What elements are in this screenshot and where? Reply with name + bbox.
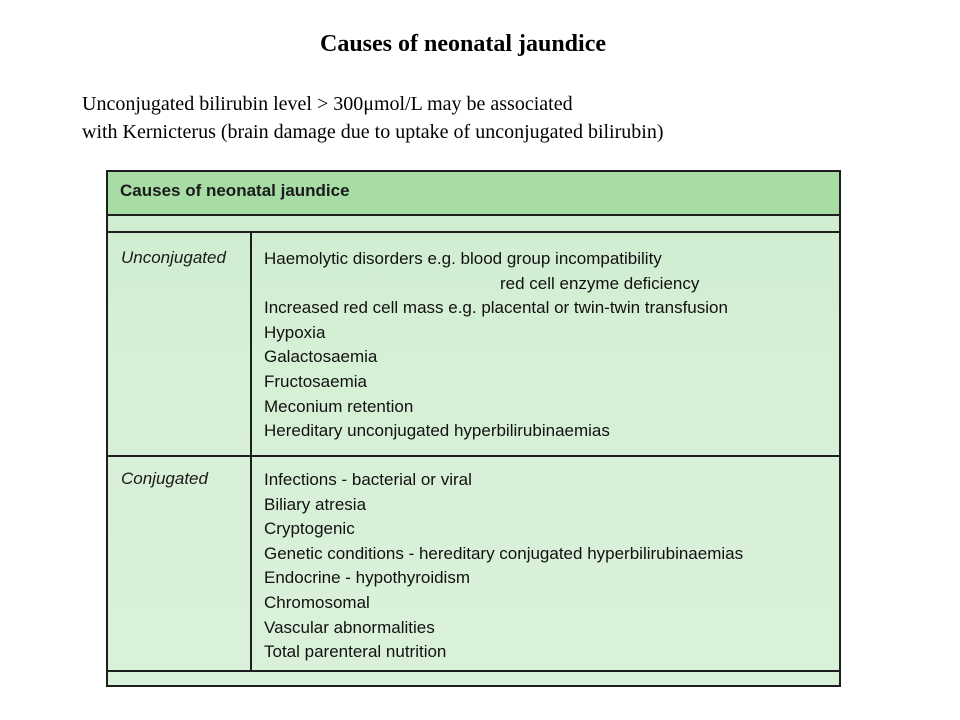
list-item: Cryptogenic xyxy=(264,519,355,539)
list-item: Hereditary unconjugated hyperbilirubinaemias xyxy=(264,421,610,441)
column-divider xyxy=(250,457,252,670)
list-item: Increased red cell mass e.g. placental or twin-twin transfusion xyxy=(264,298,728,318)
list-item: Vascular abnormalities xyxy=(264,617,435,637)
category-unconjugated: Unconjugated xyxy=(121,248,226,267)
list-item: Galactosaemia xyxy=(264,347,378,367)
table-divider xyxy=(108,670,839,672)
list-item: Genetic conditions - hereditary conjugated hyperbilirubinaemias xyxy=(264,543,744,563)
table-divider xyxy=(108,455,839,457)
intro-line-1: Unconjugated bilirubin level > 300μmol/L may be associated xyxy=(82,93,573,115)
list-item: Chromosomal xyxy=(264,592,370,612)
list-item: Total parenteral nutrition xyxy=(264,642,447,662)
list-item: Endocrine - hypothyroidism xyxy=(264,568,470,588)
conjugated-causes-list xyxy=(264,468,743,665)
list-item: Fructosaemia xyxy=(264,371,367,391)
table-divider xyxy=(108,231,839,233)
table-header-title: Causes of neonatal jaundice xyxy=(120,181,350,200)
table-header xyxy=(108,172,839,216)
list-item: Meconium retention xyxy=(264,396,414,416)
causes-table xyxy=(106,170,841,687)
list-item: Infections - bacterial or viral xyxy=(264,470,472,489)
page-title: Causes of neonatal jaundice xyxy=(319,31,607,57)
intro-text xyxy=(82,90,663,146)
category-conjugated: Conjugated xyxy=(121,469,208,488)
list-item: Haemolytic disorders e.g. blood group incompatibility xyxy=(264,249,662,268)
list-item: Biliary atresia xyxy=(264,494,367,514)
unconjugated-causes-list xyxy=(264,247,728,444)
list-item: red cell enzyme deficiency xyxy=(500,273,700,293)
column-divider xyxy=(250,233,252,455)
intro-line-2: with Kernicterus (brain damage due to uptake of unconjugated bilirubin) xyxy=(82,121,664,143)
list-item: Hypoxia xyxy=(264,322,326,342)
